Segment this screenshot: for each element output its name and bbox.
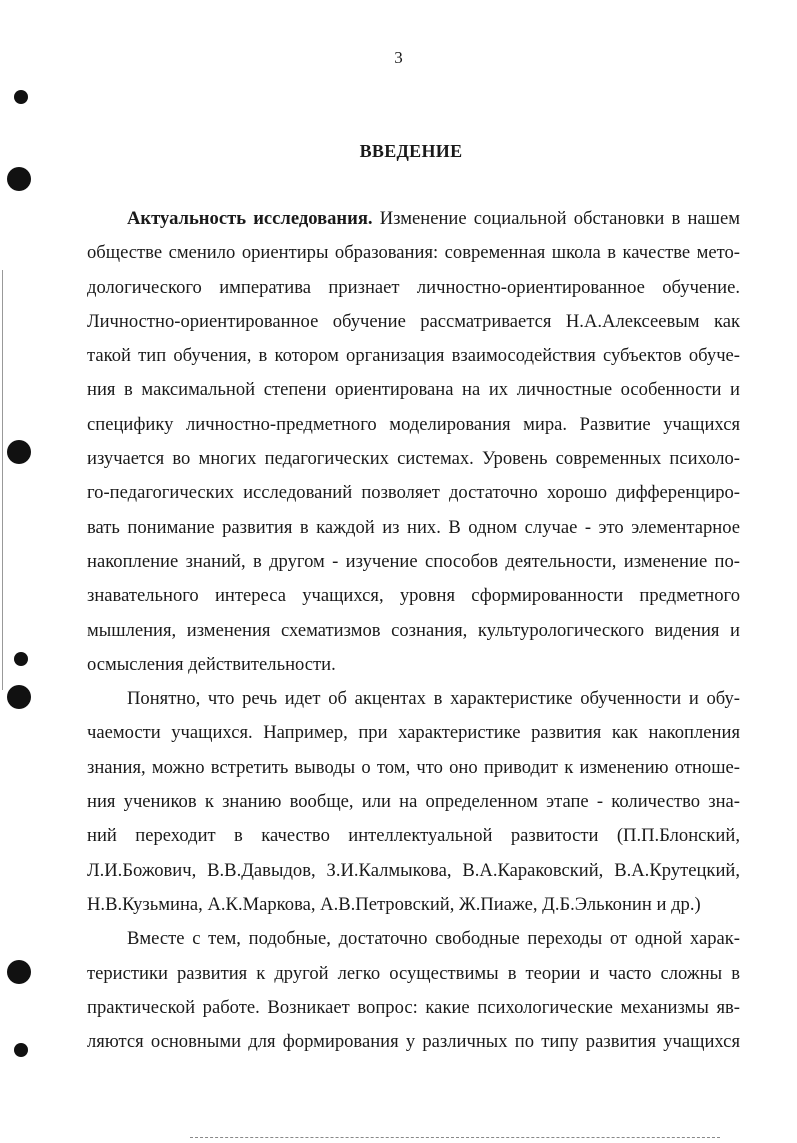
paragraph-2-line: чаемости учащихся. Например, при характеристике развития как накопления	[87, 722, 740, 744]
binding-hole	[14, 652, 28, 666]
page-bottom-edge	[190, 1137, 720, 1139]
page-number: 3	[394, 48, 403, 67]
paragraph-2-line: Л.И.Божович, В.В.Давыдов, З.И.Калмыкова, В.А.Караковский, В.А.Крутецкий,	[87, 859, 740, 881]
paragraph-2-line: Н.В.Кузьмина, А.К.Маркова, А.В.Петровский, Ж.Пиаже, Д.Б.Эльконин и др.)	[87, 893, 701, 915]
paragraph-1-line: такой тип обучения, в котором организация взаимосодействия субъектов обуче-	[87, 345, 740, 367]
paragraph-3-line: практической работе. Возникает вопрос: какие психологические механизмы яв-	[87, 996, 740, 1018]
paragraph-1-line: дологического императива признает личностно-ориентированное обучение.	[87, 276, 740, 298]
binding-hole	[14, 90, 28, 104]
paragraph-1-line: ния в максимальной степени ориентирована на их личностные особенности и	[87, 379, 740, 401]
paragraph-1-line: специфику личностно-предметного моделирования мира. Развитие учащихся	[87, 413, 740, 435]
paragraph-3-line: теристики развития к другой легко осуществимы в теории и часто сложны в	[87, 962, 740, 984]
paragraph-3-line: ляются основными для формирования у различных по типу развития учащихся	[87, 1031, 740, 1053]
binding-hole	[14, 1043, 28, 1057]
lead-phrase: Актуальность исследования.	[127, 208, 373, 229]
paragraph-1-line: вать понимание развития в каждой из них. В одном случае - это элементарное	[87, 516, 740, 538]
paragraph-2-line: знания, можно встретить выводы о том, что оно приводит к изменению отноше-	[87, 756, 740, 778]
paragraph-1-line: мышления, изменения схематизмов сознания, культурологического видения и	[87, 619, 740, 641]
section-title: ВВЕДЕНИЕ	[359, 141, 463, 161]
binding-hole	[7, 960, 31, 984]
scan-edge-line	[2, 270, 3, 690]
paragraph-1-line: знавательного интереса учащихся, уровня сформированности предметного	[87, 585, 740, 607]
document-body	[87, 202, 740, 1059]
binding-hole	[7, 440, 31, 464]
text-fragment: Изменение социальной обстановки в нашем	[379, 208, 740, 229]
paragraph-2-line: ния учеников к знанию вообще, или на определенном этапе - количество зна-	[87, 791, 740, 813]
paragraph-1-line: осмысления действительности.	[87, 653, 336, 675]
paragraph-2-line: ний переходит в качество интеллектуальной развитости (П.П.Блонский,	[87, 825, 740, 847]
paragraph-3-line: Вместе с тем, подобные, достаточно свободные переходы от одной харак-	[127, 928, 740, 950]
paragraph-1-line: Личностно-ориентированное обучение рассматривается Н.А.Алексеевым как	[87, 310, 740, 332]
paragraph-1-line	[87, 202, 740, 236]
paragraph-1-line: го-педагогических исследований позволяет достаточно хорошо дифференциро-	[87, 482, 740, 504]
binding-hole	[7, 685, 31, 709]
paragraph-1-line: накопление знаний, в другом - изучение способов деятельности, изменение по-	[87, 550, 740, 572]
paragraph-1-line: изучается во многих педагогических системах. Уровень современных психоло-	[87, 448, 740, 470]
paragraph-2-line: Понятно, что речь идет об акцентах в характеристике обученности и обу-	[127, 688, 740, 710]
binding-hole	[7, 167, 31, 191]
paragraph-1-line: обществе сменило ориентиры образования: современная школа в качестве мето-	[87, 242, 740, 264]
